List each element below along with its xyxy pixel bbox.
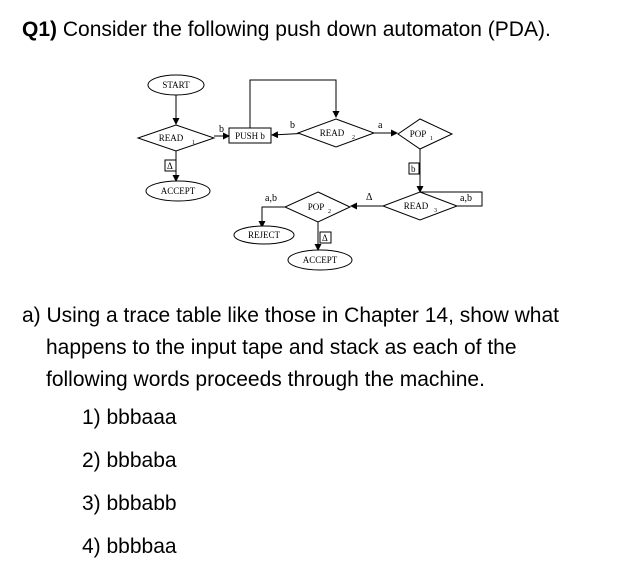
pop1-sub: 1 [430, 136, 433, 142]
word-item-2: 2) bbbaba [82, 449, 177, 472]
accept1-node [146, 181, 210, 201]
word-item-1: 1) bbbaaa [82, 406, 177, 429]
pop1-label: POP [409, 129, 427, 139]
accept2-label: ACCEPT [302, 255, 338, 265]
word-item-3: 3) bbbabb [82, 492, 177, 515]
read3-label: READ [403, 201, 429, 211]
part-a-line-3: following words proceeds through the machine. [46, 368, 485, 391]
read3-sub: 3 [434, 208, 437, 214]
edge-label-pop2-reject: a,b [265, 193, 277, 204]
edge-label-read3-loop: a,b [460, 193, 472, 204]
edge-label-push-read2: b [290, 120, 295, 131]
part-a [22, 300, 602, 396]
edge-pop2-reject [262, 207, 285, 227]
read2-sub: 2 [352, 135, 355, 141]
read2-label: READ [319, 128, 345, 138]
edge-label-read3-pop2: Δ [366, 192, 373, 203]
pop2-sub: 2 [328, 209, 331, 215]
push-node [229, 128, 271, 143]
accept2-node [288, 250, 352, 270]
edge-label-read1-accept: Δ [167, 161, 173, 171]
word-item-4: 4) bbbbaa [82, 535, 177, 558]
read1-node [138, 125, 214, 151]
accept1-label: ACCEPT [160, 186, 196, 196]
edge-label-pop2-accept: Δ [322, 233, 328, 243]
pop1-node [398, 119, 452, 149]
question-number: Q1) [22, 18, 58, 41]
edge-label-pop1-read3: b [411, 164, 416, 174]
edge-label-read2-pop1: a [378, 120, 383, 131]
word-list [82, 404, 177, 576]
start-node [148, 75, 204, 95]
push-label: PUSH b [235, 131, 265, 141]
question-text: Consider the following push down automaton (PDA). [57, 18, 551, 41]
read1-label: READ [158, 133, 184, 143]
edge-label-read1-push: b [219, 124, 224, 135]
start-label: START [162, 80, 190, 90]
read3-node [383, 192, 457, 220]
pop2-label: POP [307, 202, 325, 212]
read2-node [298, 119, 374, 147]
reject-node [234, 226, 294, 244]
reject-label: REJECT [247, 230, 281, 240]
part-a-line-2: happens to the input tape and stack as each of the [46, 336, 517, 359]
part-a-line-1: a) Using a trace table like those in Chapter 14, show what [22, 304, 559, 327]
pop2-node [285, 192, 350, 222]
read1-sub: 1 [192, 140, 195, 146]
